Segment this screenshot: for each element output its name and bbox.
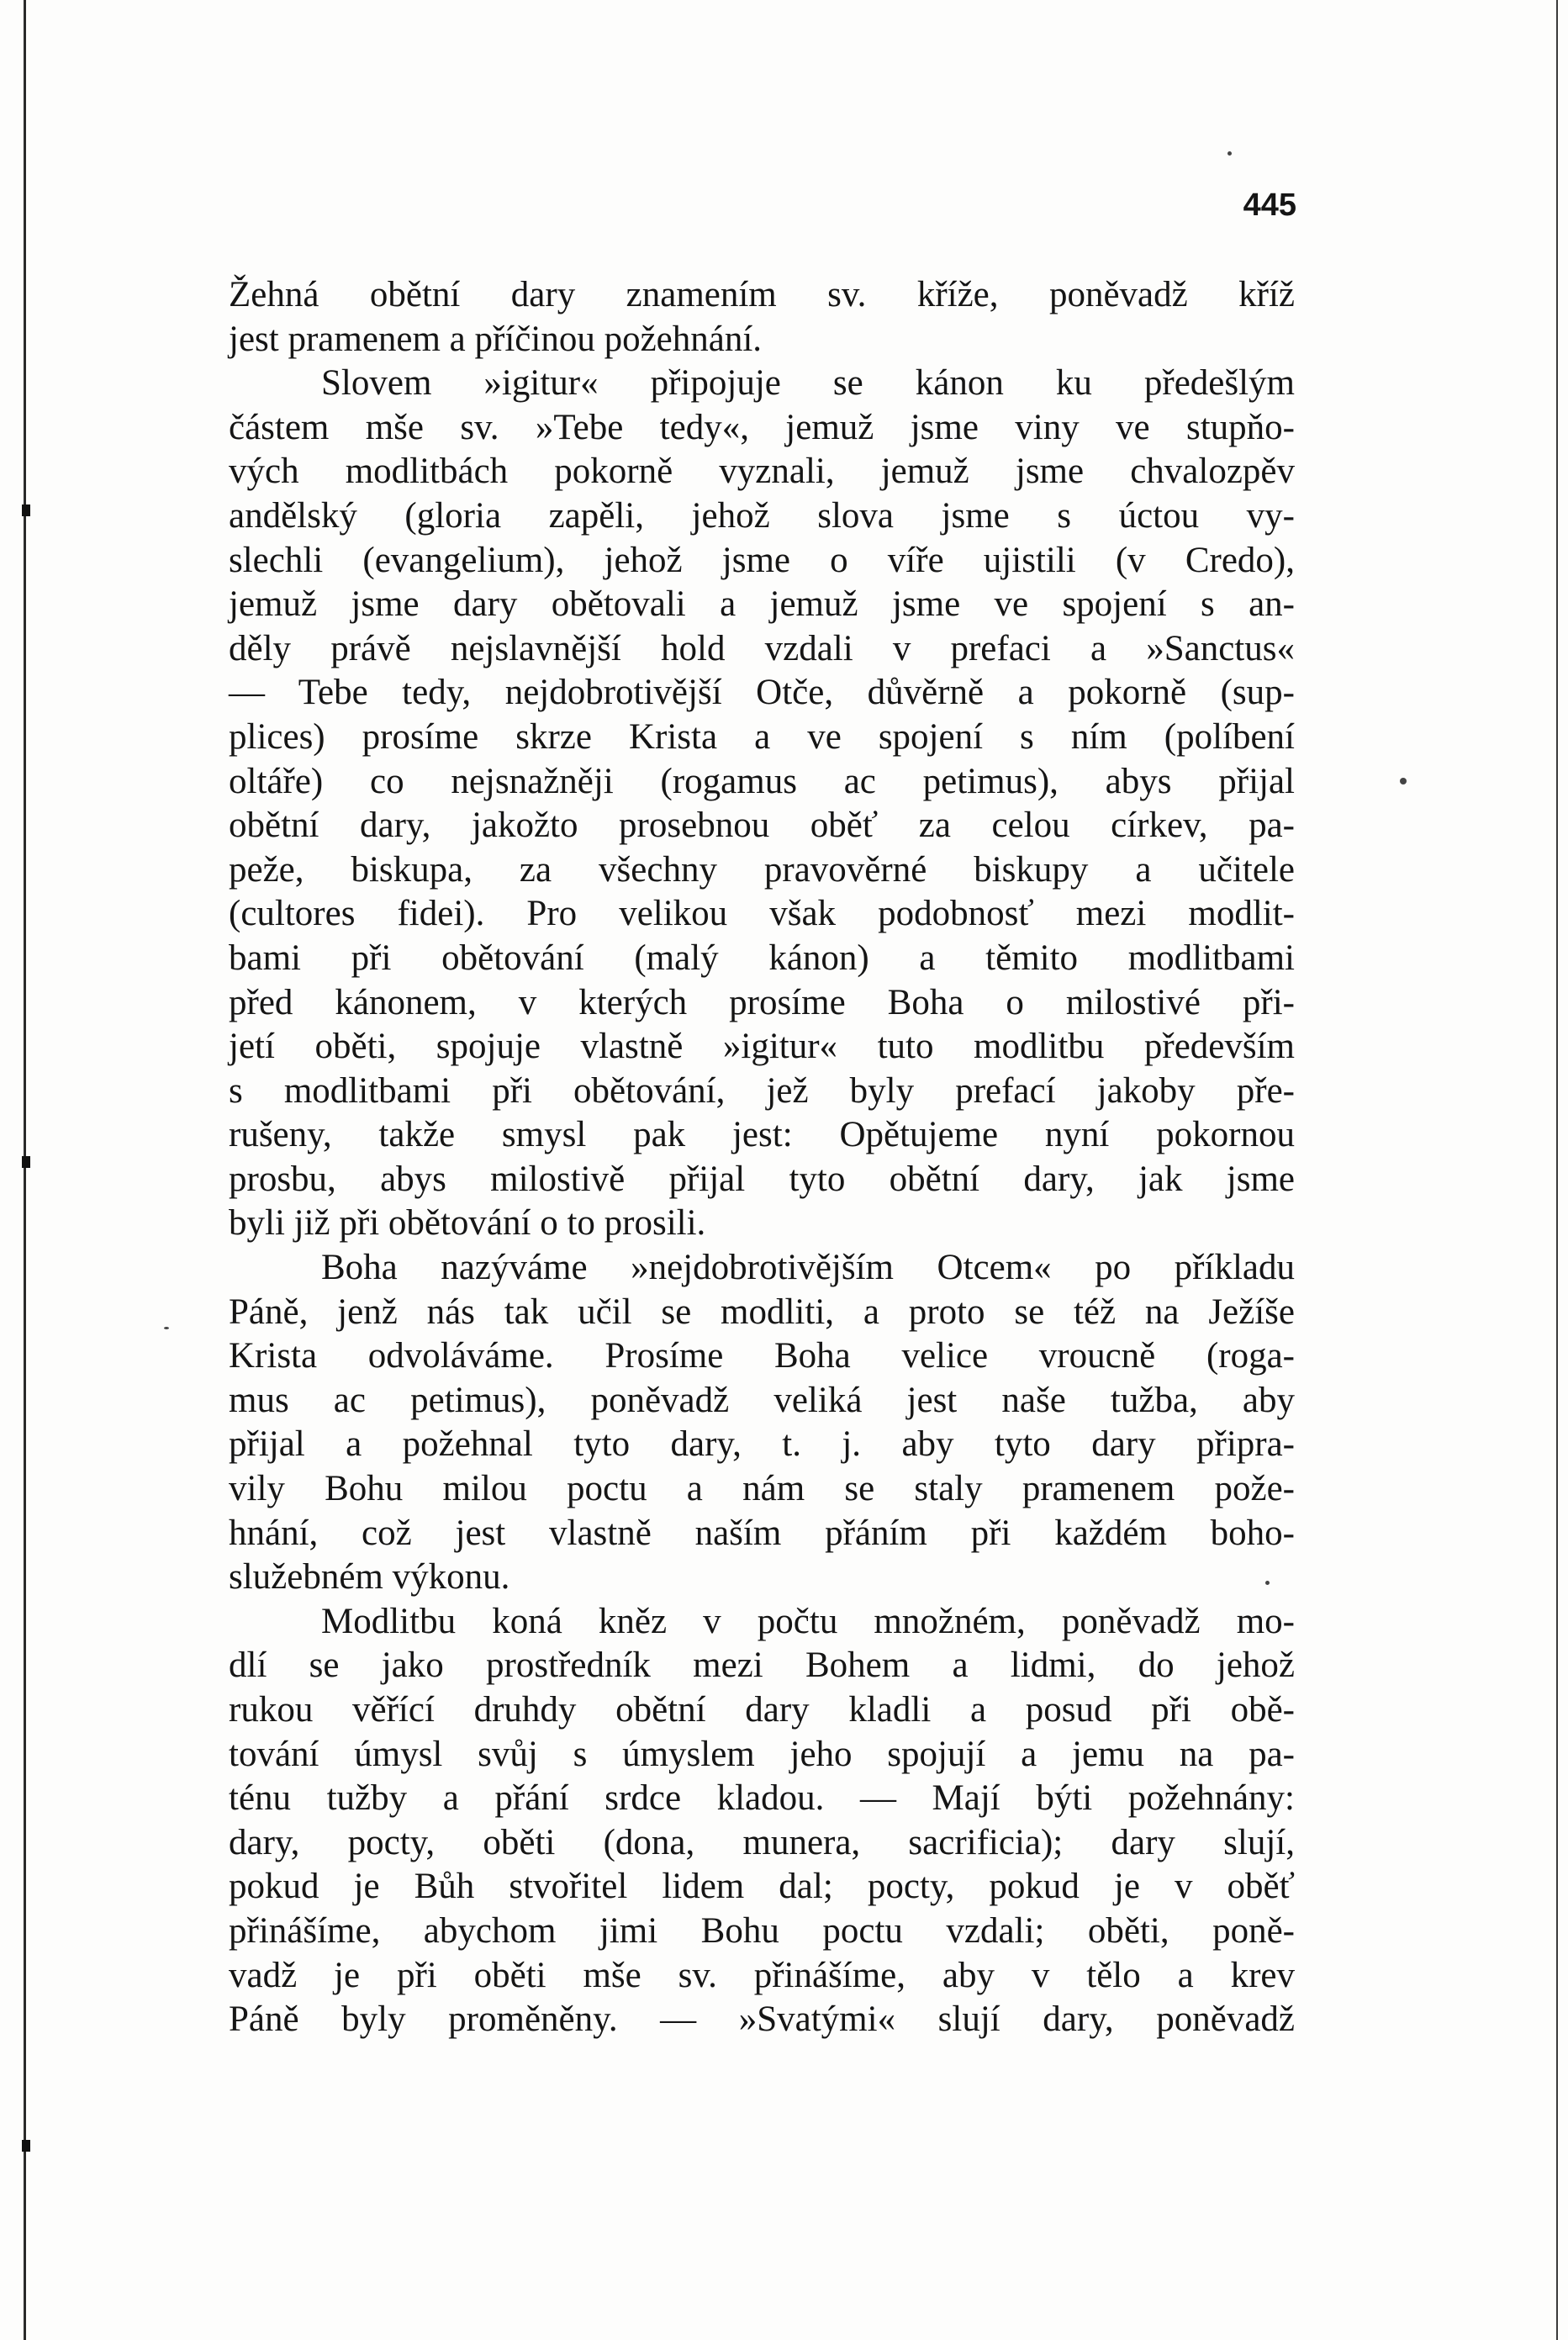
text-line: Páně, jenž nás tak učil se modliti, a proto se též na Ježíše (229, 1291, 1295, 1332)
scan-speck (1227, 151, 1232, 156)
scan-speck (164, 1327, 169, 1329)
text-line: — Tebe tedy, nejdobrotivější Otče, důvěrně a pokorně (sup- (229, 673, 1295, 713)
text-line: přijal a požehnal tyto dary, t. j. aby tyto dary připra- (229, 1424, 1295, 1465)
text-line: jest pramenem a příčinou požehnání. (229, 319, 763, 359)
text-line: andělský (gloria zapěli, jehož slova jsme s úctou vy- (229, 495, 1295, 536)
scan-speck (1400, 778, 1407, 784)
text-line: hnání, což jest vlastně naším přáním při každém boho- (229, 1513, 1295, 1553)
text-line: vadž je při oběti mše sv. přinášíme, aby v tělo a krev (229, 1955, 1295, 1995)
text-line: Krista odvoláváme. Prosíme Boha velice vroucně (roga- (229, 1336, 1295, 1376)
text-line: s modlitbami při obětování, jež byly prefací jakoby pře- (229, 1070, 1295, 1111)
text-line: rukou věřící druhdy obětní dary kladli a posud při obě- (229, 1690, 1295, 1730)
text-line: (cultores fidei). Pro velikou však podobnosť mezi modlit- (229, 894, 1295, 934)
text-line: dary, pocty, oběti (dona, munera, sacrificia); dary slují, (229, 1822, 1295, 1862)
text-line: oltáře) co nejsnažněji (rogamus ac petimus), abys přijal (229, 761, 1295, 801)
binding-mark (22, 1156, 30, 1168)
page-number: 445 (1243, 188, 1296, 223)
text-line: peže, biskupa, za všechny pravověrné biskupy a učitele (229, 849, 1295, 890)
text-line: Modlitbu koná kněz v počtu množném, poněvadž mo- (321, 1601, 1295, 1641)
text-line: Boha nazýváme »nejdobrotivějším Otcem« po příkladu (321, 1248, 1295, 1288)
text-line: obětní dary, jakožto prosebnou oběť za celou církev, pa- (229, 806, 1295, 846)
text-line: přinášíme, abychom jimi Bohu poctu vzdali; oběti, poně- (229, 1910, 1295, 1951)
text-line: tování úmysl svůj s úmyslem jeho spojují a jemu na pa- (229, 1734, 1295, 1774)
binding-mark (22, 504, 30, 516)
text-line: bami při obětování (malý kánon) a těmito modlitbami (229, 938, 1295, 978)
text-line: jetí oběti, spojuje vlastně »igitur« tuto modlitbu především (229, 1027, 1295, 1067)
text-line: vily Bohu milou poctu a nám se staly pramenem požе- (229, 1469, 1295, 1509)
text-line: Žehná obětní dary znamením sv. kříže, poněvadž kříž (229, 275, 1295, 314)
text-line: Slovem »igitur« připojuje se kánon ku předešlým (321, 363, 1295, 404)
text-line: děly právě nejslavnější hold vzdali v prefaci a »Sanctus« (229, 628, 1295, 668)
text-line: částem mše sv. »Tebe tedy«, jemuž jsme viny ve stupňo- (229, 407, 1295, 447)
text-line: vých modlitbách pokorně vyznali, jemuž jsme chvalozpěv (229, 452, 1295, 492)
text-line: služebném výkonu. (229, 1557, 510, 1598)
text-line: dlí se jako prostředník mezi Bohem a lidmi, do jehož (229, 1645, 1295, 1686)
body-text (229, 273, 1295, 2042)
text-line: plices) prosíme skrze Krista a ve spojení s ním (políbení (229, 716, 1295, 757)
text-line: rušeny, takže smysl pak jest: Opětujeme nyní pokornou (229, 1115, 1295, 1155)
text-line: slechli (evangelium), jehož jsme o víře ujistili (v Credo), (229, 540, 1295, 580)
text-line: prosbu, abys milostivě přijal tyto obětní dary, jak jsme (229, 1159, 1295, 1199)
text-line: Páně byly proměněny. — »Svatými« slují dary, poněvadž (229, 1999, 1295, 2040)
text-line: ténu tužby a přání srdce kladou. — Mají býti požehnány: (229, 1778, 1295, 1819)
page-left-edge (24, 0, 26, 2340)
text-line: pokud je Bůh stvořitel lidem dal; pocty, pokud je v oběť (229, 1867, 1295, 1907)
text-line: byli již při obětování o to prosili. (229, 1203, 706, 1244)
binding-mark (22, 2140, 30, 2152)
text-line: jemuž jsme dary obětovali a jemuž jsme ve spojení s an- (229, 584, 1295, 625)
text-line: před kánonem, v kterých prosíme Boha o milostivé při- (229, 982, 1295, 1022)
text-line: mus ac petimus), poněvadž veliká jest naše tužba, aby (229, 1380, 1295, 1420)
page-right-edge (1556, 0, 1558, 2340)
